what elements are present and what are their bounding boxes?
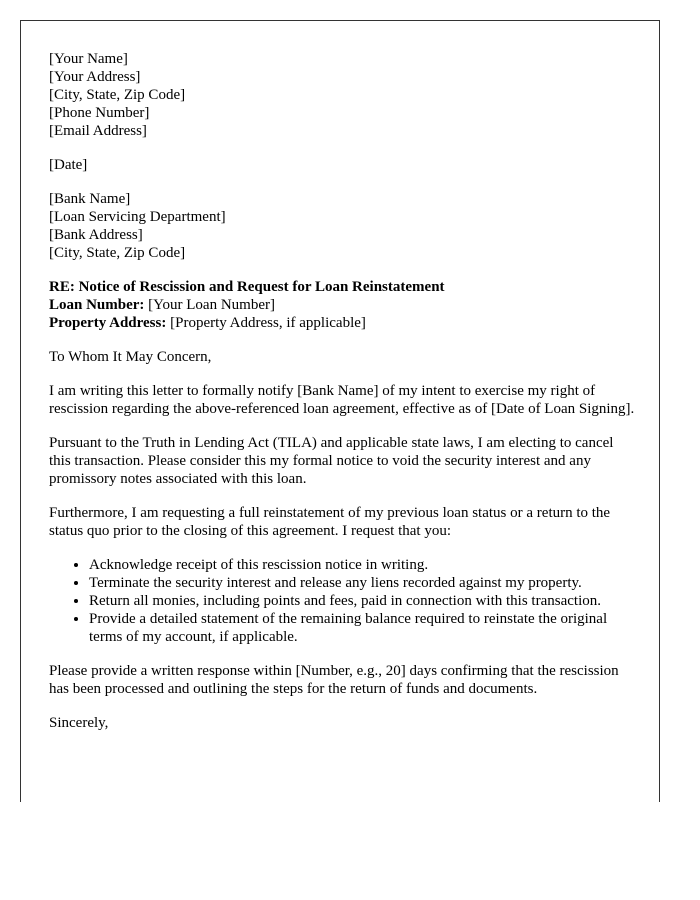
loan-number-label: Loan Number: (49, 297, 145, 313)
recipient-block (49, 190, 635, 262)
property-address-label: Property Address: (49, 315, 167, 331)
sender-block (49, 50, 635, 140)
date: [Date] (49, 157, 88, 173)
re-block (49, 278, 635, 332)
body-paragraph: I am writing this letter to formally notify [Bank Name] of my intent to exercise my right of rescission regarding the above-referenced loan agreement, effective as of [Date of Loan Signing]. (49, 383, 635, 417)
salutation: To Whom It May Concern, (49, 349, 212, 365)
recipient-bank: [Bank Name] (49, 191, 131, 207)
sender-address: [Your Address] (49, 69, 141, 85)
list-item: • Return all monies, including points and fees, paid in connection with this transaction. (89, 592, 635, 610)
sender-city: [City, State, Zip Code] (49, 87, 186, 103)
body-paragraph: Furthermore, I am requesting a full reinstatement of my previous loan status or a return to the status quo prior to the closing of this agreement. I request that you: (49, 505, 611, 539)
closing-paragraph: Please provide a written response within [Number, e.g., 20] days confirming that the rescission has been processed and outlining the steps for the return of funds and documents. (49, 663, 619, 697)
sender-name: [Your Name] (49, 51, 128, 67)
recipient-address: [Bank Address] (49, 227, 143, 243)
list-item: • Acknowledge receipt of this rescission notice in writing. (89, 556, 635, 574)
recipient-city: [City, State, Zip Code] (49, 245, 186, 261)
property-address-value: [Property Address, if applicable] (166, 315, 366, 331)
recipient-department: [Loan Servicing Department] (49, 209, 226, 225)
sender-email: [Email Address] (49, 123, 147, 139)
request-list (49, 556, 635, 646)
signoff: Sincerely, (49, 715, 109, 731)
sender-phone: [Phone Number] (49, 105, 150, 121)
letter-page (20, 20, 660, 802)
list-item: • Terminate the security interest and release any liens recorded against my property. (89, 574, 635, 592)
loan-number-value: [Your Loan Number] (144, 297, 275, 313)
list-item: • Provide a detailed statement of the remaining balance required to reinstate the original terms of my account, if applicable. (89, 610, 635, 646)
body-paragraph: Pursuant to the Truth in Lending Act (TILA) and applicable state laws, I am electing to cancel this transaction. Please consider this my formal notice to void the security interest and any promissory notes associated with this loan. (49, 435, 614, 487)
subject-line: RE: Notice of Rescission and Request for Loan Reinstatement (49, 279, 445, 295)
